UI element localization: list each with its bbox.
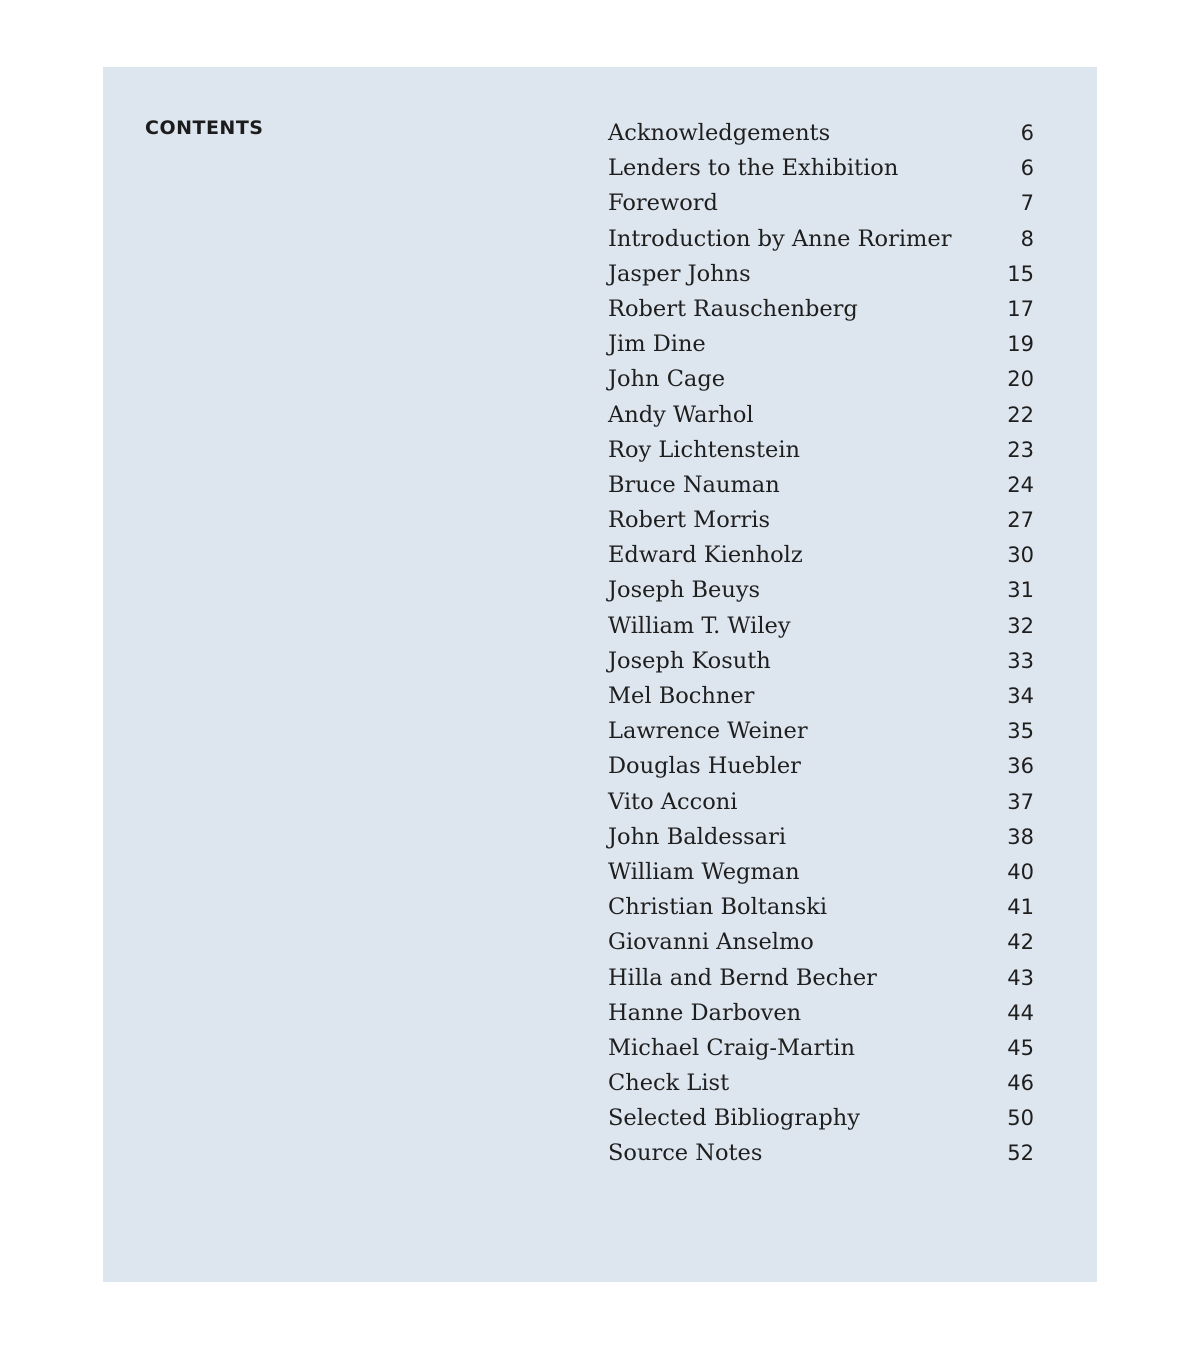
toc-entry — [608, 503, 1038, 538]
toc-entry — [608, 292, 1038, 327]
toc-entry-page-number: 38 — [1007, 824, 1034, 849]
toc-entry-title: Source Notes — [608, 1140, 763, 1167]
toc-entry-title: Lenders to the Exhibition — [608, 155, 899, 182]
toc-entry-page-number: 19 — [1007, 332, 1034, 357]
toc-entry — [608, 820, 1038, 855]
toc-entry — [608, 644, 1038, 679]
toc-entry-page-number: 43 — [1007, 965, 1034, 990]
toc-entry — [608, 714, 1038, 749]
toc-entry — [608, 925, 1038, 960]
toc-entry-title: Jasper Johns — [608, 260, 751, 287]
toc-entry-title: Joseph Kosuth — [608, 647, 771, 674]
toc-entry-page-number: 44 — [1007, 1000, 1034, 1025]
toc-entry-page-number: 33 — [1007, 648, 1034, 673]
toc-entry-title: Selected Bibliography — [608, 1105, 861, 1132]
toc-entry — [608, 855, 1038, 890]
page-title: CONTENTS — [145, 117, 264, 139]
toc-entry — [608, 186, 1038, 221]
toc-entry — [608, 398, 1038, 433]
toc-entry-title: Michael Craig-Martin — [608, 1034, 855, 1061]
toc-entry — [608, 222, 1038, 257]
toc-entry-title: Acknowledgements — [608, 120, 831, 146]
toc-entry-title: William Wegman — [608, 858, 800, 885]
toc-entry-title: Check List — [608, 1070, 730, 1097]
toc-entry — [608, 362, 1038, 397]
toc-entry-page-number: 37 — [1007, 789, 1034, 814]
toc-entry-page-number: 22 — [1007, 402, 1034, 427]
toc-entry-page-number: 15 — [1007, 261, 1034, 286]
toc-entry-title: Hanne Darboven — [608, 999, 802, 1026]
toc-entry — [608, 116, 1038, 151]
toc-entry-page-number: 8 — [1020, 226, 1034, 251]
toc-entry-page-number: 46 — [1007, 1071, 1034, 1096]
toc-entry — [608, 785, 1038, 820]
table-of-contents — [608, 116, 1038, 1172]
toc-entry-page-number: 7 — [1020, 191, 1034, 216]
toc-entry-page-number: 24 — [1007, 472, 1034, 497]
toc-entry-page-number: 42 — [1007, 930, 1034, 955]
toc-entry — [608, 1066, 1038, 1101]
toc-entry — [608, 679, 1038, 714]
toc-entry-title: Giovanni Anselmo — [608, 929, 814, 956]
toc-entry — [608, 609, 1038, 644]
toc-entry — [608, 1031, 1038, 1066]
contents-page — [103, 67, 1097, 1282]
toc-entry-page-number: 34 — [1007, 684, 1034, 708]
toc-entry — [608, 327, 1038, 362]
toc-entry-title: Foreword — [608, 190, 718, 217]
toc-entry-title: Robert Morris — [608, 507, 770, 534]
toc-entry-page-number: 31 — [1007, 578, 1034, 603]
toc-entry — [608, 961, 1038, 996]
toc-entry-page-number: 27 — [1007, 508, 1034, 533]
toc-entry-title: Lawrence Weiner — [608, 718, 808, 745]
toc-entry-page-number: 36 — [1007, 754, 1034, 779]
toc-entry — [608, 996, 1038, 1031]
toc-entry — [608, 890, 1038, 925]
toc-entry — [608, 468, 1038, 503]
toc-entry-title: Joseph Beuys — [608, 577, 761, 604]
toc-entry-page-number: 6 — [1020, 121, 1034, 145]
toc-entry-title: Robert Rauschenberg — [608, 295, 858, 322]
toc-entry-title: Hilla and Bernd Becher — [608, 964, 877, 991]
toc-entry-title: Jim Dine — [608, 331, 706, 358]
toc-entry-title: William T. Wiley — [608, 612, 791, 639]
toc-entry-page-number: 20 — [1007, 367, 1034, 392]
toc-entry-title: Introduction by Anne Rorimer — [608, 225, 952, 252]
toc-entry-title: Andy Warhol — [608, 401, 754, 428]
toc-entry-title: Douglas Huebler — [608, 753, 801, 780]
toc-entry-page-number: 45 — [1007, 1035, 1034, 1060]
toc-entry-page-number: 6 — [1020, 156, 1034, 181]
toc-entry — [608, 1101, 1038, 1136]
toc-entry-title: Mel Bochner — [608, 683, 755, 709]
toc-entry-page-number: 35 — [1007, 719, 1034, 744]
toc-entry-title: Roy Lichtenstein — [608, 436, 801, 463]
toc-entry-page-number: 30 — [1007, 543, 1034, 568]
toc-entry — [608, 151, 1038, 186]
toc-entry-title: John Baldessari — [608, 823, 787, 850]
toc-entry-title: Bruce Nauman — [608, 471, 780, 498]
toc-entry-page-number: 40 — [1007, 859, 1034, 884]
toc-entry — [608, 433, 1038, 468]
toc-entry-page-number: 50 — [1007, 1106, 1034, 1131]
toc-entry — [608, 573, 1038, 608]
toc-entry-page-number: 32 — [1007, 613, 1034, 638]
toc-entry-page-number: 23 — [1007, 437, 1034, 462]
toc-entry-title: Edward Kienholz — [608, 542, 803, 569]
toc-entry-page-number: 52 — [1007, 1141, 1034, 1166]
toc-entry — [608, 257, 1038, 292]
toc-entry — [608, 1136, 1038, 1171]
toc-entry-page-number: 41 — [1007, 895, 1034, 920]
toc-entry-title: John Cage — [608, 366, 726, 393]
toc-entry — [608, 749, 1038, 784]
toc-entry — [608, 538, 1038, 573]
toc-entry-title: Christian Boltanski — [608, 894, 828, 921]
toc-entry-title: Vito Acconi — [608, 788, 738, 815]
toc-entry-page-number: 17 — [1007, 296, 1034, 321]
